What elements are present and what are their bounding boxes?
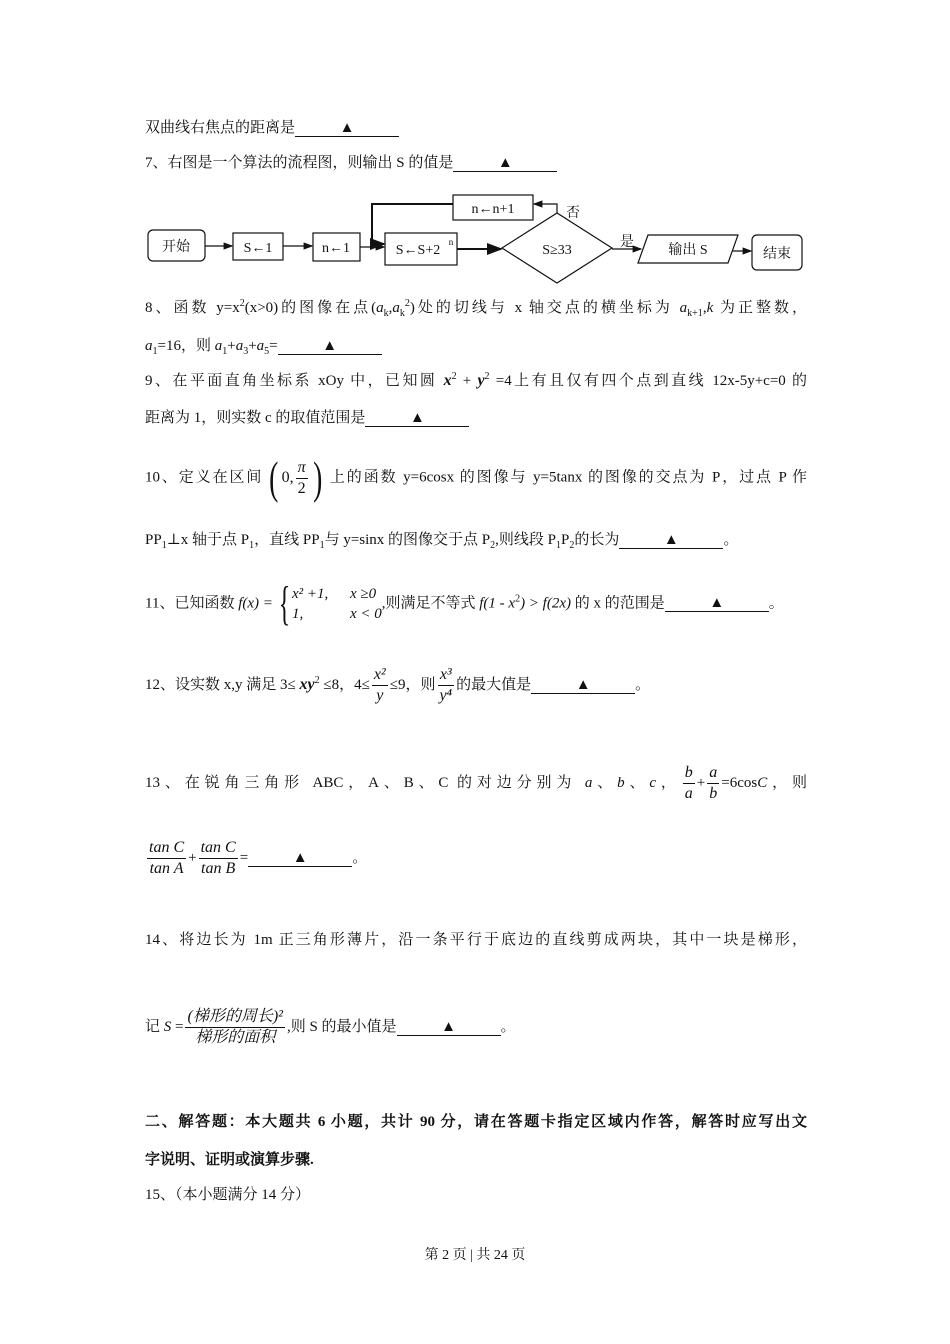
subscript: 1 (249, 540, 255, 551)
q13-line1 (145, 763, 807, 804)
text-run: 距离为 1，则实数 c 的取值范围是 (145, 410, 366, 426)
math-italic: a (679, 300, 688, 316)
text-run: ≤9，则 (389, 676, 436, 693)
fraction-numerator: b (683, 763, 695, 784)
q9-line2 (145, 408, 469, 428)
math-italic: ) > f(2x) (520, 595, 571, 612)
text-run: 11、已知函数 (145, 595, 239, 612)
text-run: + (188, 849, 197, 866)
math-italic: a (235, 338, 244, 354)
text-run: 。 (768, 595, 784, 612)
math-italic: a (392, 300, 400, 316)
q14-line1 (145, 930, 807, 950)
fraction-denominator: tan B (201, 860, 236, 877)
text-run: =16，则 (157, 338, 215, 354)
superscript: 2 (404, 298, 410, 309)
flow-s-init-label: S←1 (243, 241, 273, 256)
text-run: 8、函数 y=x (145, 300, 240, 316)
text-run: PP (145, 532, 162, 548)
text-run: + (456, 373, 478, 389)
subscript: 2 (490, 540, 496, 551)
text-run: ，则 (767, 774, 807, 791)
text-run: 记 (145, 1018, 164, 1035)
subscript: 3 (243, 346, 249, 357)
text-run: 二、解答题：本大题共 6 小题，共计 90 分，请在答题卡指定区域内作答，解答时应写出文 (145, 1114, 807, 1130)
math-italic: a (376, 300, 384, 316)
interval (266, 452, 325, 503)
superscript: 2 (515, 593, 521, 605)
superscript: 2 (451, 371, 457, 382)
text-run: 12、设实数 x,y 满足 3≤ (145, 676, 300, 693)
math-italic: a (584, 774, 593, 791)
fraction-numerator: a (707, 763, 719, 784)
math-italic: S (163, 1018, 172, 1035)
flow-s-update-label: S←S+2 (395, 243, 441, 258)
text-run: = (171, 1018, 184, 1035)
fraction (372, 665, 388, 706)
case-row (292, 604, 382, 624)
subscript: k (399, 308, 405, 319)
text-run: =6cos (721, 774, 758, 791)
answer-blank: ▲ (278, 338, 382, 355)
q10-line2 (145, 530, 738, 550)
q11 (145, 577, 784, 630)
answer-blank: ▲ (665, 595, 769, 612)
case-row (292, 584, 382, 604)
subscript: 1 (319, 540, 325, 551)
fraction-numerator: tan C (199, 838, 238, 859)
text-run: , (388, 300, 393, 316)
text-run: 、 (592, 774, 618, 791)
math-variable: y (477, 372, 485, 389)
flow-yes-label: 是 (620, 235, 634, 250)
subscript: 1 (161, 540, 167, 551)
q12 (145, 665, 650, 706)
flowchart (0, 0, 950, 300)
case-condition: x < 0 (349, 606, 382, 622)
math-italic: c (649, 774, 657, 791)
text-run: 字说明、证明或演算步骤. (145, 1152, 314, 1168)
math-italic: f(x) = (238, 595, 273, 612)
answer-blank: ▲ (453, 155, 557, 172)
text-run: 。 (635, 676, 651, 693)
fraction (296, 458, 308, 499)
text-run: 14、将边长为 1m 正三角形薄片，沿一条平行于底边的直线剪成两块，其中一块是梯形， (145, 932, 807, 948)
math-italic: b (617, 774, 625, 791)
text-run: ,则 S 的最小值是 (286, 1018, 397, 1035)
text-run: ,则线段 P (495, 532, 556, 548)
case-expression: x² +1, (291, 586, 329, 602)
text-run: ≤8，4≤ (319, 676, 370, 693)
section2-heading-line2 (145, 1150, 314, 1170)
subscript: 5 (264, 346, 270, 357)
subscript: 1 (222, 346, 228, 357)
superscript: 2 (239, 298, 245, 309)
answer-blank: ▲ (295, 120, 399, 137)
fraction (437, 665, 454, 706)
flow-increment-label: n←n+1 (471, 202, 515, 217)
flow-n-init-label: n←1 (322, 241, 350, 256)
text-run: 的最大值是 (456, 676, 532, 693)
piecewise-function (273, 577, 382, 630)
superscript: 2 (484, 371, 490, 382)
text-run: =4上有且仅有四个点到直线 12x-5y+c=0 的 (489, 373, 807, 389)
fraction-denominator: 梯形的面积 (195, 1029, 276, 1046)
case-condition: x ≥0 (349, 586, 377, 602)
text-run: 双曲线右焦点的距离是 (145, 120, 296, 136)
math-variable: x (443, 372, 452, 389)
fraction (199, 838, 238, 879)
cases (292, 584, 382, 624)
fraction-denominator: y (376, 687, 384, 704)
text-run: ⊥x 轴于点 P (166, 532, 250, 548)
text-run: 7、右图是一个算法的流程图，则输出 S 的值是 (145, 155, 454, 171)
math-italic: f(1 - x (479, 595, 516, 612)
text-run: 与 y=sinx 的图像交于点 P (324, 532, 491, 548)
text-run: 9、在平面直角坐标系 xOy 中，已知圆 (145, 373, 444, 389)
fraction-denominator: y⁴ (439, 687, 453, 704)
text-run: )处的切线与 x 轴交点的横坐标为 (409, 300, 680, 316)
math-italic: k (706, 300, 714, 316)
fraction (683, 763, 695, 804)
flow-s-update-exponent: n (448, 237, 454, 247)
subscript: k (383, 308, 389, 319)
q8-line2 (145, 336, 382, 356)
text-run: + (696, 774, 706, 791)
page-footer: 第 2 页 | 共 24 页 (424, 1248, 526, 1263)
q15 (145, 1185, 310, 1205)
text-run: 。 (500, 1018, 516, 1035)
fraction (147, 838, 186, 879)
subscript: k+1 (687, 308, 703, 319)
answer-blank: ▲ (619, 532, 723, 549)
subscript: 2 (569, 540, 575, 551)
math-italic: a (256, 338, 265, 354)
right-paren: ) (312, 452, 322, 503)
text-run: + (248, 338, 257, 354)
fraction-denominator: a (684, 785, 693, 802)
flow-output-label: 输出 S (668, 243, 708, 258)
text-run: ， (656, 774, 681, 791)
flow-no-label: 否 (566, 206, 580, 221)
q8-line1 (145, 298, 807, 318)
math-italic: a (214, 338, 223, 354)
text-run: (x>0)的图像在点( (244, 300, 377, 316)
q9-line1 (145, 371, 807, 391)
fraction-numerator: x² (372, 665, 388, 686)
text-run: 15、（本小题满分 14 分） (145, 1187, 311, 1203)
subscript: 1 (555, 540, 561, 551)
text-run: ，直线 PP (254, 532, 320, 548)
math-italic: C (757, 774, 768, 791)
q13-line2 (145, 838, 367, 879)
flow-condition-label: S≥33 (542, 243, 572, 258)
fraction-numerator: x³ (438, 665, 454, 686)
superscript: 2 (314, 674, 320, 686)
left-brace: { (278, 577, 291, 630)
answer-blank: ▲ (531, 677, 635, 694)
fraction-denominator: b (709, 785, 718, 802)
flow-start-label: 开始 (162, 240, 190, 255)
text-run: + (227, 338, 236, 354)
text-run: , (702, 300, 707, 316)
text-run: 13、在锐角三角形 ABC，A、B、C 的对边分别为 (145, 774, 585, 791)
text-run: ,则满足不等式 (381, 595, 480, 612)
fraction (185, 1007, 284, 1048)
subscript: 1 (152, 346, 158, 357)
section2-heading-line1 (145, 1112, 807, 1132)
text-run: 。 (352, 849, 368, 866)
text-run: 的长为 (574, 532, 620, 548)
text-run: 为正整数， (713, 300, 807, 316)
fraction-numerator: tan C (147, 838, 186, 859)
answer-blank: ▲ (397, 1019, 501, 1036)
text-run: 上的函数 y=6cosx 的图像与 y=5tanx 的图像的交点为 P，过点 P 作 (328, 469, 807, 486)
left-paren: ( (269, 452, 279, 503)
text-run: 的 x 的范围是 (571, 595, 665, 612)
text-run: 。 (723, 532, 739, 548)
text-run: = (269, 338, 278, 354)
fraction-denominator: 2 (297, 479, 306, 497)
fraction-denominator: tan A (149, 860, 184, 877)
interval-start: 0, (281, 469, 294, 486)
text-run: 10、定义在区间 (145, 469, 264, 486)
q10-line1 (145, 452, 807, 503)
fraction (707, 763, 719, 804)
flow-end-label: 结束 (763, 247, 791, 262)
math-variable: xy (299, 675, 315, 693)
text-run: 、 (624, 774, 650, 791)
q14-line2 (145, 1007, 516, 1048)
case-expression: 1, (291, 606, 304, 622)
fraction-numerator: π (296, 458, 308, 479)
math-italic: a (145, 338, 153, 354)
answer-blank: ▲ (365, 410, 469, 427)
text-run: P (560, 532, 570, 548)
fraction-numerator: (梯形的周长)² (185, 1007, 284, 1028)
text-run: = (239, 849, 249, 866)
answer-blank: ▲ (248, 850, 352, 867)
